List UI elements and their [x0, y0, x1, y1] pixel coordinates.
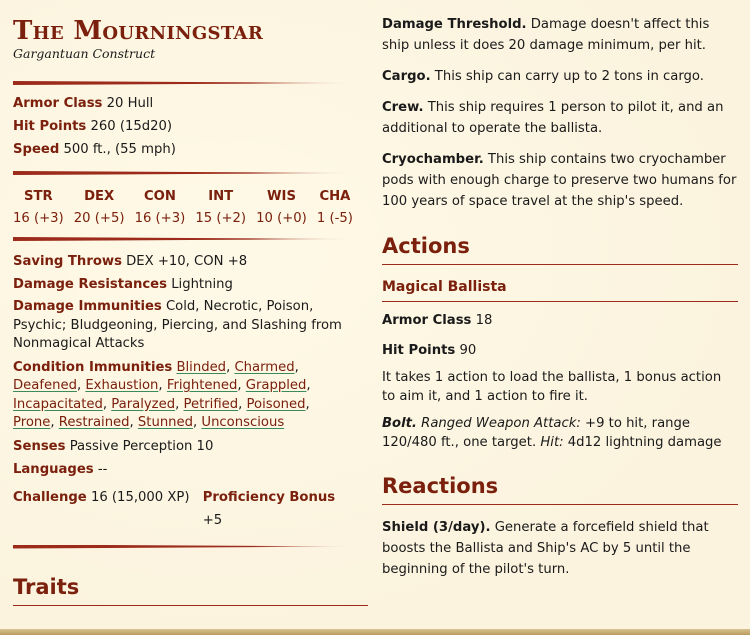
reactions-heading: Reactions — [382, 474, 738, 505]
saving-throws-line: Saving Throws DEX +10, CON +8 — [13, 254, 248, 269]
ability-scores — [13, 186, 353, 230]
condition-link-frightened[interactable]: Frightened — [166, 378, 238, 393]
left-column — [13, 14, 353, 606]
trait-cargo: Cargo. This ship can carry up to 2 tons in cargo. — [382, 69, 704, 84]
condition-link-grappled[interactable]: Grappled — [245, 378, 307, 393]
immunities-line: Damage Immunities Cold, Necrotic, Poison, Psychic; Bludgeoning, Piercing, and Slashing from Nonmagical Attacks — [13, 299, 342, 351]
properties — [13, 250, 353, 532]
monster-type: Gargantuan Construct — [13, 46, 156, 61]
ability-int: INT 15 (+2) — [195, 189, 247, 226]
condition-link-incapacitated[interactable]: Incapacitated — [13, 396, 103, 412]
divider — [13, 171, 353, 175]
resistances-line: Damage Resistances Lightning — [13, 277, 233, 292]
trait-damage-threshold: Damage Threshold. Damage doesn't affect this ship unless it does 20 damage minimum, per hit. — [382, 17, 710, 53]
ballista-description: It takes 1 action to load the ballista, 1 bonus action to aim it, and 1 action to fire it. — [382, 370, 722, 404]
condition-link-paralyzed[interactable]: Paralyzed — [111, 396, 176, 412]
ability-str: STR 16 (+3) — [13, 189, 64, 226]
ballista-armor-class: Armor Class 18 — [382, 313, 493, 328]
condition-link-prone[interactable]: Prone — [13, 415, 51, 430]
condition-link-unconscious[interactable]: Unconscious — [201, 415, 285, 430]
condition-link-restrained[interactable]: Restrained — [58, 415, 130, 430]
condition-link-petrified[interactable]: Petrified — [183, 396, 239, 412]
page-border — [0, 629, 750, 635]
traits-heading: Traits — [13, 575, 368, 606]
speed-line: Speed 500 ft., (55 mph) — [13, 142, 176, 157]
ability-dex: DEX 20 (+5) — [73, 189, 125, 226]
languages-line: Languages -- — [13, 461, 108, 477]
right-column — [382, 14, 738, 580]
condition-link-deafened[interactable]: Deafened — [13, 378, 77, 393]
proficiency-bonus: Proficiency Bonus +5 — [202, 489, 336, 528]
hit-points-line: Hit Points 260 (15d20) — [13, 119, 173, 134]
ballista-heading: Magical Ballista — [382, 279, 738, 302]
senses-line: Senses Passive Perception 10 — [13, 438, 214, 454]
divider — [13, 237, 353, 241]
divider — [13, 81, 353, 85]
ability-con: CON 16 (+3) — [134, 189, 186, 226]
ballista-attack: Bolt. Ranged Weapon Attack: +9 to hit, range 120/480 ft., one target. Hit: 4d12 lightning damage — [382, 416, 722, 450]
condition-link-poisoned[interactable]: Poisoned — [246, 396, 306, 412]
armor-class-line: Armor Class 20 Hull — [13, 96, 154, 111]
reaction-shield: Shield (3/day). Generate a forcefield shield that boosts the Ballista and Ship's AC by 5 until the beginning of the pilot's turn. — [382, 520, 709, 577]
ability-cha: CHA 1 (-5) — [316, 189, 353, 226]
trait-crew: Crew. This ship requires 1 person to pilot it, and an additional to operate the ballista. — [382, 100, 724, 136]
challenge: Challenge 16 (15,000 XP) — [13, 489, 190, 505]
trait-cryochamber: Cryochamber. This ship contains two cryochamber pods with enough charge to preserve two humans for 100 years of space travel at the ship's speed. — [382, 152, 737, 209]
condition-link-charmed[interactable]: Charmed — [234, 359, 295, 375]
condition-link-stunned[interactable]: Stunned — [137, 415, 194, 430]
divider — [13, 545, 353, 549]
ability-wis: WIS 10 (+0) — [256, 189, 307, 226]
condition-link-blinded[interactable]: Blinded — [176, 359, 227, 375]
monster-name: The Mourningstar — [13, 16, 264, 46]
ballista-hit-points: Hit Points 90 — [382, 343, 477, 358]
actions-heading: Actions — [382, 234, 738, 265]
basic-stats — [13, 92, 353, 161]
challenge-line — [13, 486, 353, 532]
condition-link-exhaustion[interactable]: Exhaustion — [85, 378, 159, 393]
condition-immunities-line: Condition Immunities Blinded, Charmed, Deafened, Exhaustion, Frightened, Grappled, Incapacitated, Paralyzed, Petrified, Poisoned, Prone, Restrained, Stunned, Unconscious — [13, 359, 311, 430]
